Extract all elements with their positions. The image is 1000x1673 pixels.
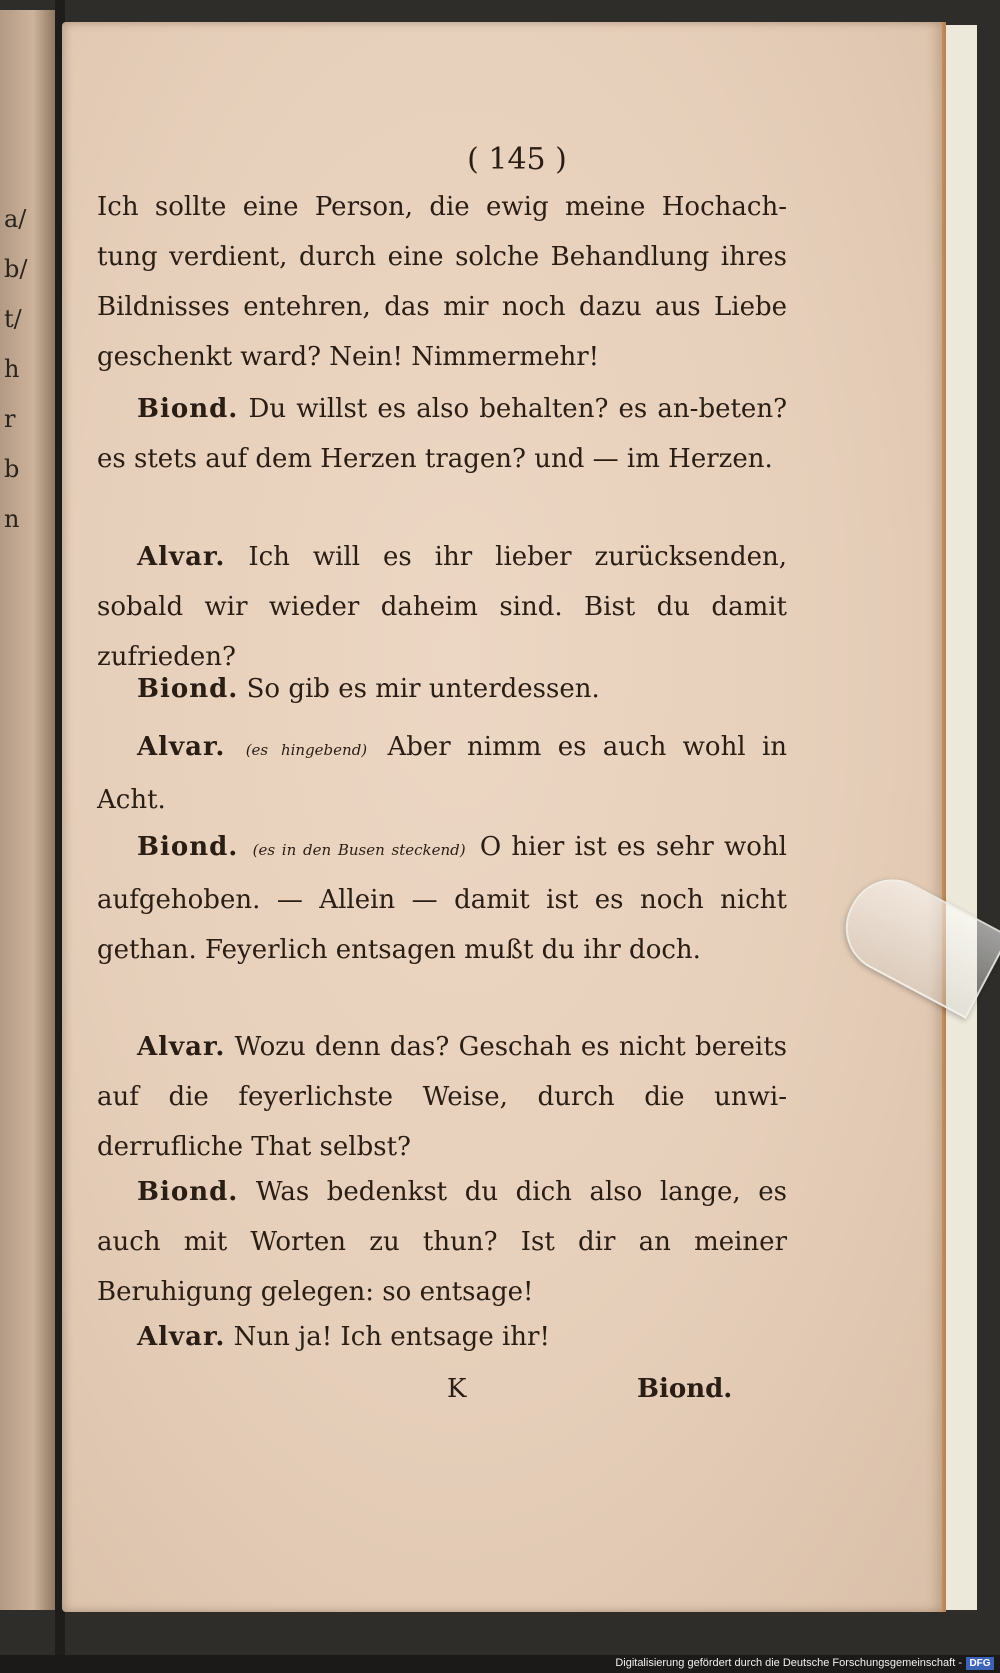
paragraph-text: Ich will es ihr lieber zurücksenden, sobald wir wieder daheim sind. Bist du damit zufrieden? <box>97 542 787 672</box>
paragraph <box>97 1167 787 1317</box>
left-page-edge <box>0 10 57 1610</box>
book-page <box>62 22 942 1612</box>
signature-mark: K <box>447 1374 467 1404</box>
speaker-name: Alvar. <box>137 1032 226 1062</box>
paragraph-text: O hier ist es sehr wohl aufgehoben. — Allein — damit ist es noch nicht gethan. Feyerlich entsagen mußt du ihr doch. <box>97 832 787 965</box>
paragraph-text: Nun ja! Ich entsage ihr! <box>233 1322 550 1352</box>
left-page-fragment: t/ <box>4 305 22 333</box>
dfg-logo: DFG <box>966 1657 994 1670</box>
paragraph <box>97 384 787 484</box>
paragraph <box>97 182 787 382</box>
stage-direction: (es hingebend) <box>245 741 368 759</box>
paragraph <box>97 1312 787 1362</box>
left-page-fragment: n <box>4 505 20 533</box>
funding-credit: Digitalisierung gefördert durch die Deutsche Forschungsgemeinschaft - <box>615 1657 962 1669</box>
paragraph <box>97 722 787 825</box>
left-page-fragment: h <box>4 355 20 383</box>
paragraph-text: Wozu denn das? Geschah es nicht bereits auf die feyerlichste Weise, durch die unwi-derrufliche That selbst? <box>97 1032 787 1162</box>
speaker-name: Alvar. <box>137 732 226 762</box>
left-page-fragment: b/ <box>4 255 28 283</box>
paragraph <box>97 1022 787 1172</box>
paragraph-text: So gib es mir unterdessen. <box>246 674 600 704</box>
left-page-fragment: r <box>4 405 16 433</box>
paragraph <box>97 664 787 714</box>
stage-direction: (es in den Busen steckend) <box>252 841 466 859</box>
speaker-name: Alvar. <box>137 542 226 572</box>
left-page-fragment: b <box>4 455 20 483</box>
paragraph-text: Aber nimm es auch wohl in Acht. <box>97 732 788 815</box>
backing-sheet <box>944 25 977 1610</box>
paragraph <box>97 822 787 975</box>
left-page-fragment: a/ <box>4 205 27 233</box>
speaker-name: Biond. <box>137 394 239 424</box>
speaker-name: Alvar. <box>137 1322 226 1352</box>
speaker-name: Biond. <box>137 674 239 704</box>
speaker-name: Biond. <box>137 1177 239 1207</box>
paragraph-text: Du willst es also behalten? es an-beten? es stets auf dem Herzen tragen? und — im Herzen. <box>97 394 788 474</box>
catchword: Biond. <box>637 1374 733 1404</box>
page-number: ( 145 ) <box>467 142 567 177</box>
speaker-name: Biond. <box>137 832 239 862</box>
paragraph-text: Ich sollte eine Person, die ewig meine Hochach-tung verdient, durch eine solche Behandlung ihres Bildnisses entehren, das mir noch dazu aus Liebe geschenkt ward? Nein! Nimmermehr! <box>97 192 787 372</box>
paragraph-text: Was bedenkst du dich also lange, es auch mit Worten zu thun? Ist dir an meiner Beruhigung gelegen: so entsage! <box>97 1177 787 1307</box>
paragraph <box>97 532 787 682</box>
